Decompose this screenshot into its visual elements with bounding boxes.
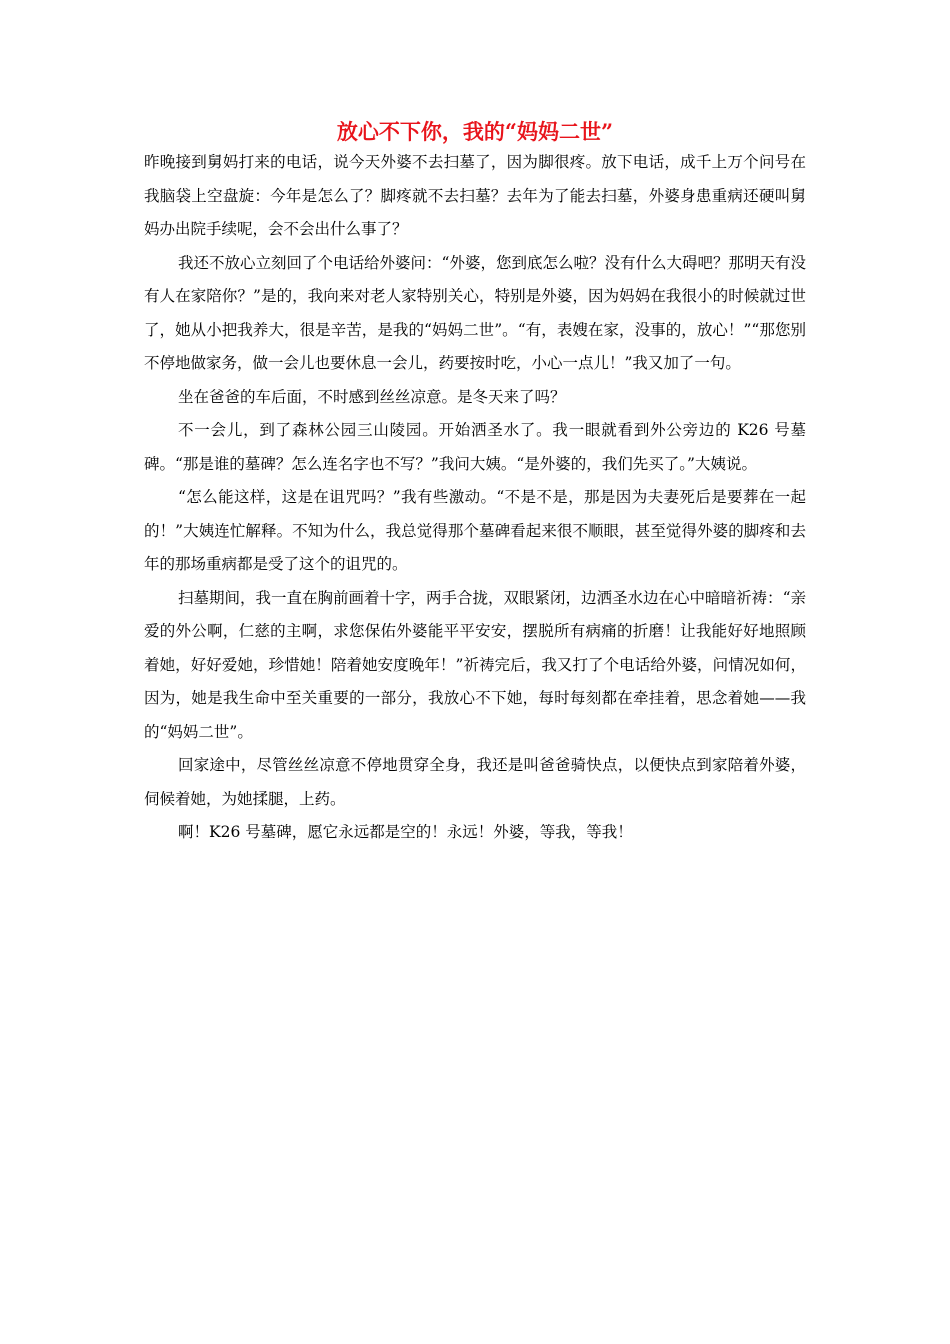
document-body <box>144 146 806 850</box>
paragraph: 昨晚接到舅妈打来的电话，说今天外婆不去扫墓了，因为脚很疼。放下电话，成千上万个问号在我脑袋上空盘旋：今年是怎么了？脚疼就不去扫墓？去年为了能去扫墓，外婆身患重病还硬叫舅妈办出院手续呢，会不会出什么事了？ <box>144 153 806 238</box>
paragraph: 回家途中，尽管丝丝凉意不停地贯穿全身，我还是叫爸爸骑快点，以便快点到家陪着外婆，伺候着她，为她揉腿，上药。 <box>144 756 806 808</box>
paragraph: 我还不放心立刻回了个电话给外婆问：“外婆，您到底怎么啦？没有什么大碍吧？那明天有没有人在家陪你？”是的，我向来对老人家特别关心，特别是外婆，因为妈妈在我很小的时候就过世了，她从小把我养大，很是辛苦，是我的“妈妈二世”。“有，表嫂在家，没事的，放心！”“那您别不停地做家务，做一会儿也要休息一会儿，药要按时吃，小心一点儿！”我又加了一句。 <box>144 253 806 372</box>
paragraph: “怎么能这样，这是在诅咒吗？”我有些激动。“不是不是，那是因为夫妻死后是要葬在一起的！”大姨连忙解释。不知为什么，我总觉得那个墓碑看起来很不顺眼，甚至觉得外婆的脚疼和去年的那场重病都是受了这个的诅咒的。 <box>144 488 806 573</box>
paragraph: 扫墓期间，我一直在胸前画着十字，两手合拢，双眼紧闭，边洒圣水边在心中暗暗祈祷：“亲爱的外公啊，仁慈的主啊，求您保佑外婆能平平安安，摆脱所有病痛的折磨！让我能好好地照顾着她，好好爱她，珍惜她！陪着她安度晚年！”祈祷完后，我又打了个电话给外婆，问情况如何，因为，她是我生命中至关重要的一部分，我放心不下她，每时每刻都在牵挂着，思念着她——我的“妈妈二世”。 <box>144 588 806 741</box>
document-title: 放心不下你，我的“妈妈二世” <box>336 119 614 144</box>
paragraph: 不一会儿，到了森林公园三山陵园。开始洒圣水了。我一眼就看到外公旁边的 K26 号墓碑。“那是谁的墓碑？怎么连名字也不写？”我问大姨。“是外婆的，我们先买了。”大姨说。 <box>144 421 806 473</box>
paragraph: 啊！K26 号墓碑，愿它永远都是空的！永远！外婆，等我，等我！ <box>178 823 633 841</box>
paragraph: 坐在爸爸的车后面，不时感到丝丝凉意。是冬天来了吗？ <box>178 387 566 406</box>
